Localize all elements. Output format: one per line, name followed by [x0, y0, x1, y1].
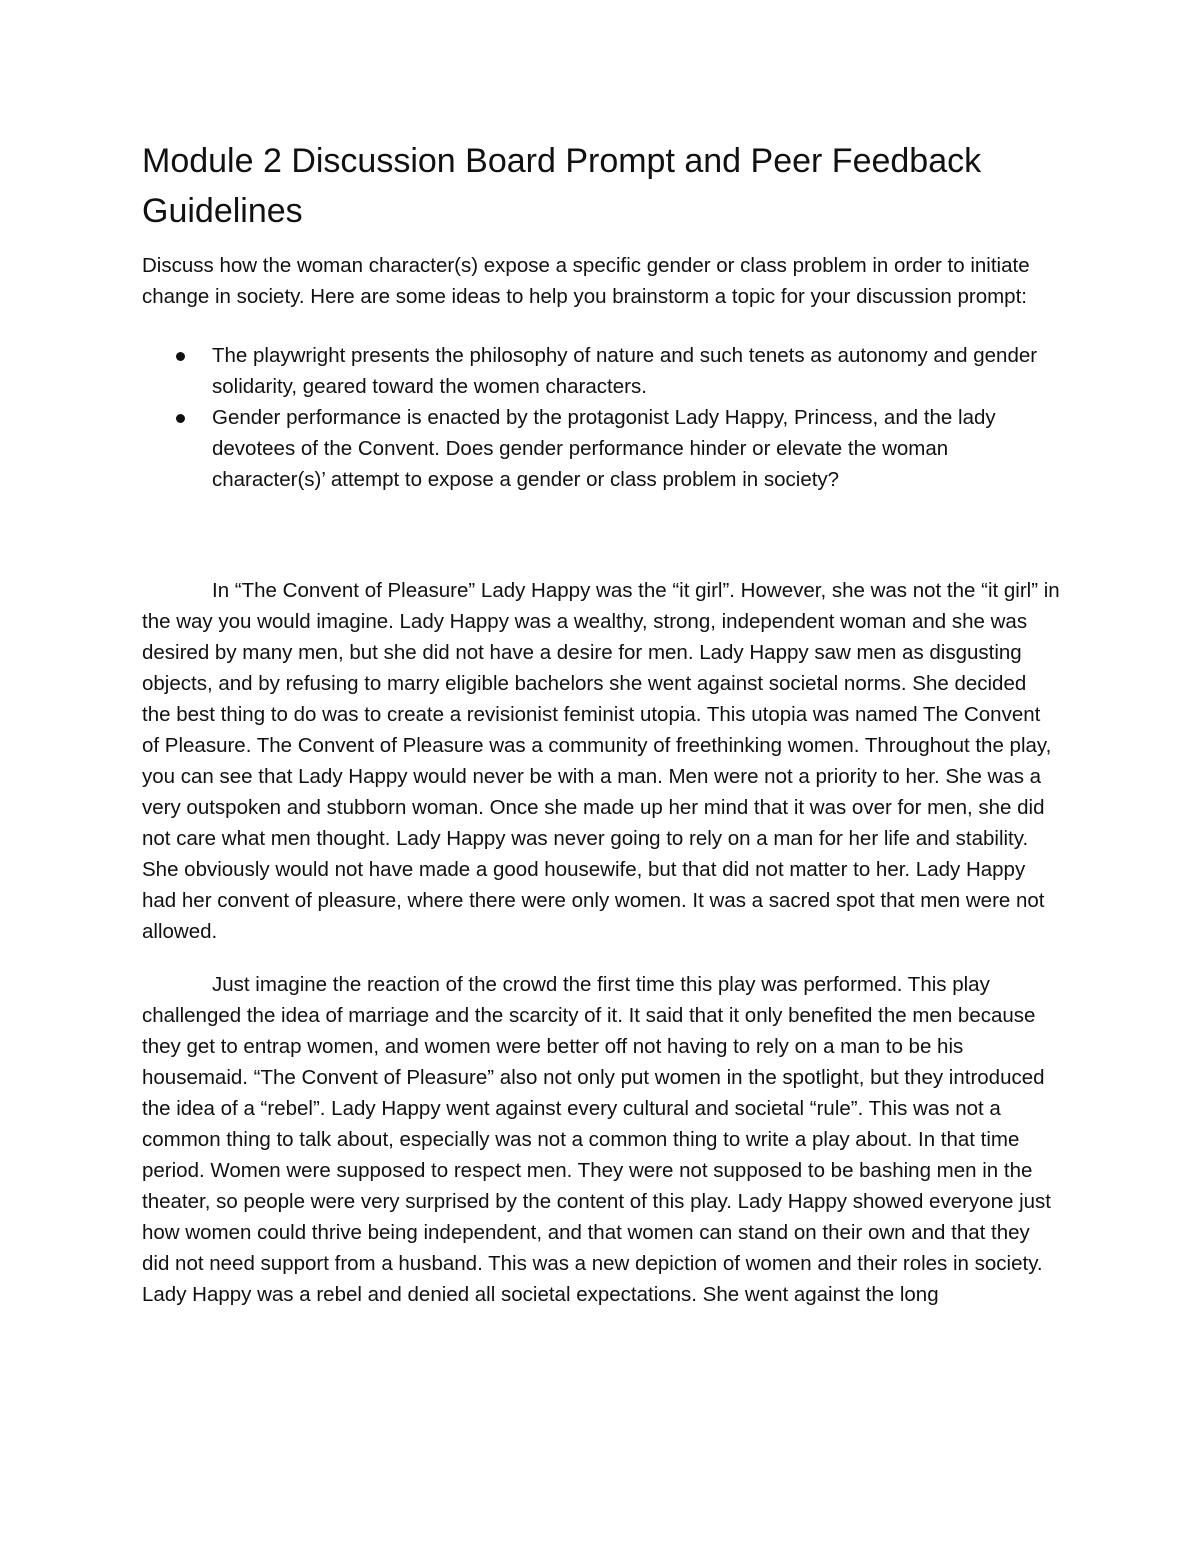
essay-paragraph-1: In “The Convent of Pleasure” Lady Happy was the “it girl”. However, she was not the “it girl” in the way you would imagine. Lady Happy was a wealthy, strong, independent woman and she was desired by many men, but she did not have a desire for men. Lady Happy saw men as disgusting objects, and by refusing to marry eligible bachelors she went against societal norms. She decided the best thing to do was to create a revisionist feminist utopia. This utopia was named The Convent of Pleasure. The Convent of Pleasure was a community of freethinking women. Throughout the play, you can see that Lady Happy would never be with a man. Men were not a priority to her. She was a very outspoken and stubborn woman. Once she made up her mind that it was over for men, she did not care what men thought. Lady Happy was never going to rely on a man for her life and stability. She obviously would not have made a good housewife, but that did not matter to her. Lady Happy had her convent of pleasure, where there were only women. It was a sacred spot that men were not allowed. [142, 579, 1060, 943]
essay-paragraph-2: Just imagine the reaction of the crowd the first time this play was performed. This play challenged the idea of marriage and the scarcity of it. It said that it only benefited the men because they get to entrap women, and women were better off not having to rely on a man to be his housemaid. “The Convent of Pleasure” also not only put women in the spotlight, but they introduced the idea of a “rebel”. Lady Happy went against every cultural and societal “rule”. This was not a common thing to talk about, especially was not a common thing to write a play about. In that time period. Women were supposed to respect men. They were not supposed to be bashing men in the theater, so people were very surprised by the content of this play. Lady Happy showed everyone just how women could thrive being independent, and that women can stand on their own and that they did not need support from a husband. This was a new depiction of women and their roles in society. Lady Happy was a rebel and denied all societal expectations. She went against the long [142, 973, 1051, 1306]
bullet-icon [176, 352, 185, 361]
list-item [142, 402, 1060, 495]
idea-bullet-list [142, 340, 1060, 495]
page-title: Module 2 Discussion Board Prompt and Peer Feedback Guidelines [142, 142, 982, 230]
bullet-text: The playwright presents the philosophy of nature and such tenets as autonomy and gender solidarity, geared toward the women characters. [212, 344, 1038, 398]
list-item [142, 340, 1060, 402]
bullet-text: Gender performance is enacted by the protagonist Lady Happy, Princess, and the lady devotees of the Convent. Does gender performance hinder or elevate the woman character(s)’ attempt to expose a gender or class problem in society? [212, 406, 996, 491]
bullet-icon [176, 414, 185, 423]
section-spacer [142, 495, 1060, 575]
discussion-prompt: Discuss how the woman character(s) expose a specific gender or class problem in order to initiate change in society. Here are some ideas to help you brainstorm a topic for your discussion prompt: [142, 254, 1030, 308]
